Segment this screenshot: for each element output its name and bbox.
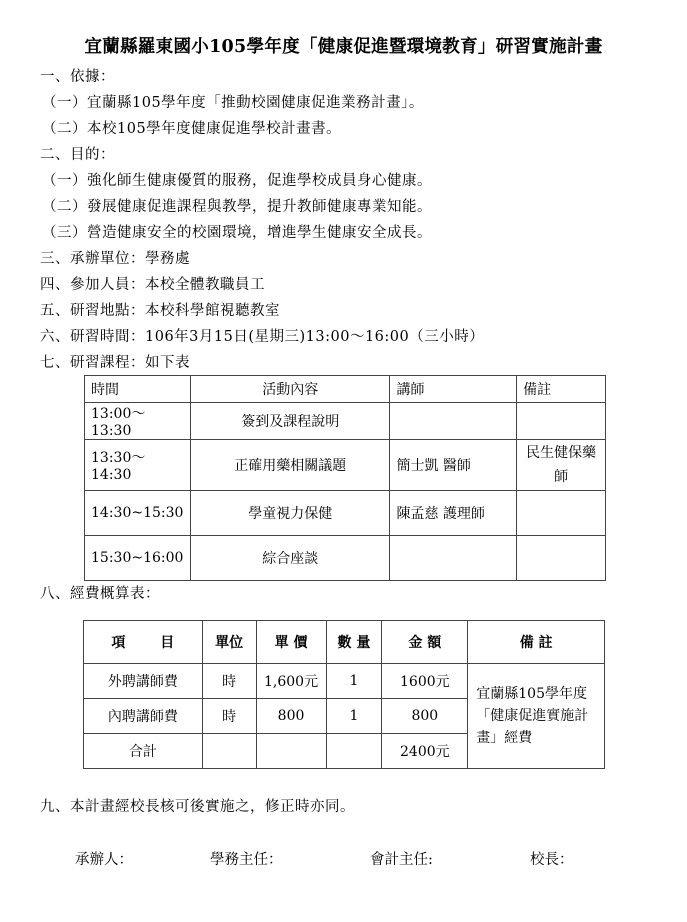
- signature-principal: 校長：: [530, 852, 574, 868]
- schedule-time: 13:00～13:30: [85, 403, 191, 440]
- purpose-item-1: （一）強化師生健康優質的服務，促進學校成員身心健康。: [42, 173, 432, 189]
- organizer-line: 三、承辦單位：學務處: [40, 251, 190, 267]
- table-row: [84, 664, 605, 699]
- budget-header-item: 項 目: [84, 621, 203, 664]
- budget-item: 外聘講師費: [84, 664, 203, 699]
- schedule-header-row: [85, 376, 606, 403]
- budget-quantity: 1: [326, 664, 382, 699]
- budget-header-price: 單 價: [256, 621, 326, 664]
- budget-heading: 八、經費概算表：: [40, 586, 160, 602]
- schedule-header-lecturer: 講師: [390, 376, 517, 403]
- schedule-activity: 簽到及課程說明: [190, 403, 389, 440]
- schedule-header-activity: 活動內容: [190, 376, 389, 403]
- schedule-note: [517, 491, 606, 536]
- basis-item-1: （一）宜蘭縣105學年度「推動校園健康促進業務計畫」。: [42, 95, 424, 111]
- schedule-lecturer: [390, 403, 517, 440]
- budget-price: 800: [256, 699, 326, 734]
- table-row: [85, 536, 606, 581]
- section-purpose-heading: 二、目的：: [40, 147, 115, 163]
- signature-organizer: 承辦人：: [75, 852, 133, 868]
- budget-table: [83, 620, 605, 769]
- basis-item-2: （二）本校105學年度健康促進學校計畫書。: [42, 121, 342, 137]
- schedule-header-note: 備註: [517, 376, 606, 403]
- page-title: 宜蘭縣羅東國小105學年度「健康促進暨環境教育」研習實施計畫: [84, 37, 603, 57]
- budget-item: 合計: [84, 734, 203, 769]
- schedule-activity: 正確用藥相關議題: [190, 440, 389, 491]
- budget-quantity: [326, 734, 382, 769]
- schedule-table: [84, 375, 606, 581]
- course-heading: 七、研習課程：如下表: [40, 355, 190, 371]
- budget-note: 宜蘭縣105學年度「健康促進實施計畫」經費: [468, 664, 605, 769]
- budget-amount: 2400元: [382, 734, 468, 769]
- budget-unit: 時: [202, 699, 256, 734]
- budget-unit: [202, 734, 256, 769]
- budget-price: [256, 734, 326, 769]
- schedule-lecturer: 簡士凱 醫師: [390, 440, 517, 491]
- table-row: [85, 403, 606, 440]
- purpose-item-2: （二）發展健康促進課程與教學，提升教師健康專業知能。: [42, 199, 432, 215]
- table-row: [85, 440, 606, 491]
- budget-unit: 時: [202, 664, 256, 699]
- signature-student-affairs-director: 學務主任：: [210, 852, 283, 868]
- schedule-note: [517, 403, 606, 440]
- budget-item: 內聘講師費: [84, 699, 203, 734]
- schedule-lecturer: [390, 536, 517, 581]
- budget-amount: 800: [382, 699, 468, 734]
- budget-amount: 1600元: [382, 664, 468, 699]
- schedule-note: 民生健保藥師: [517, 440, 606, 491]
- schedule-header-time: 時間: [85, 376, 191, 403]
- budget-header-note: 備 註: [468, 621, 605, 664]
- budget-price: 1,600元: [256, 664, 326, 699]
- schedule-activity: 綜合座談: [190, 536, 389, 581]
- schedule-time: 14:30~15:30: [85, 491, 191, 536]
- participants-line: 四、參加人員：本校全體教職員工: [40, 277, 265, 293]
- schedule-lecturer: 陳孟慈 護理師: [390, 491, 517, 536]
- signature-accounting-director: 會計主任:: [370, 852, 433, 868]
- schedule-note: [517, 536, 606, 581]
- budget-header-quantity: 數 量: [326, 621, 382, 664]
- schedule-time: 13:30～14:30: [85, 440, 191, 491]
- closing-line: 九、本計畫經校長核可後實施之，修正時亦同。: [40, 799, 355, 815]
- section-basis-heading: 一、依據：: [40, 69, 115, 85]
- budget-header-amount: 金 額: [382, 621, 468, 664]
- table-row: [85, 491, 606, 536]
- location-line: 五、研習地點：本校科學館視聽教室: [40, 303, 280, 319]
- schedule-activity: 學童視力保健: [190, 491, 389, 536]
- schedule-time: 15:30~16:00: [85, 536, 191, 581]
- time-line: 六、研習時間：106年3月15日(星期三)13:00～16:00（三小時）: [40, 329, 485, 345]
- budget-quantity: 1: [326, 699, 382, 734]
- purpose-item-3: （三）營造健康安全的校園環境，增進學生健康安全成長。: [42, 225, 432, 241]
- budget-header-row: [84, 621, 605, 664]
- budget-header-unit: 單位: [202, 621, 256, 664]
